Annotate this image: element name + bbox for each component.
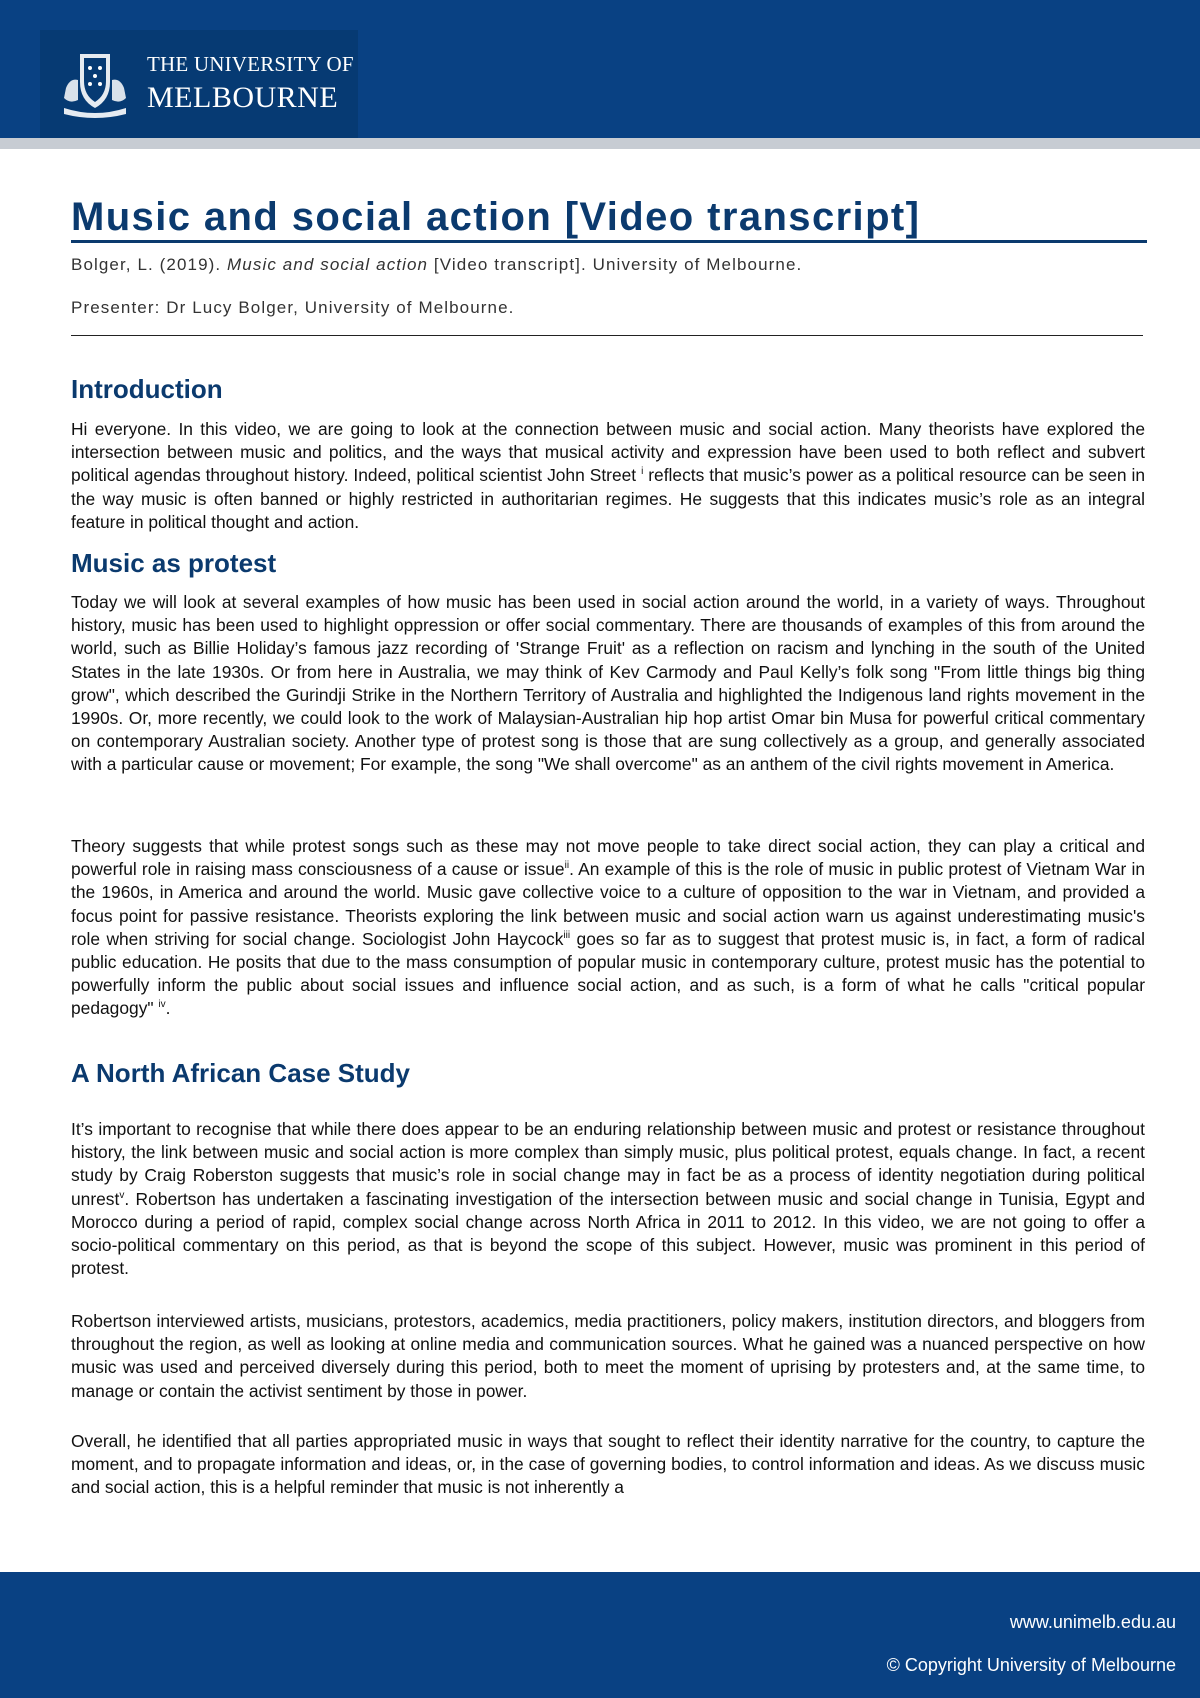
divider xyxy=(71,335,1143,336)
paragraph-text: Hi everyone. In this video, we are going to look at the connection between music and social action. Many theorists have explored the intersection between music and politics, and the ways that musical activity and expression have been used to both reflect and subvert political agendas throughout history. Indeed, political scientist John Street xyxy=(71,419,1145,486)
document-title: Music and social action [Video transcript] xyxy=(71,194,1147,243)
footer-band xyxy=(0,1572,1200,1698)
section-heading-introduction: Introduction xyxy=(71,374,223,404)
footnote-ref-ii[interactable]: ii xyxy=(564,860,570,872)
paragraph-introduction xyxy=(71,418,1145,534)
footnote-ref-iv[interactable]: iv xyxy=(158,999,166,1011)
section-heading-protest: Music as protest xyxy=(71,548,277,578)
paragraph-case-study-1 xyxy=(71,1118,1145,1280)
footnote-ref-i[interactable]: i xyxy=(641,466,644,478)
header-band xyxy=(0,0,1200,149)
paragraph-case-study-2: Robertson interviewed artists, musicians, protestors, academics, media practitioners, policy makers, institution directors, and bloggers from throughout the region, as well as looking at online media and communication sources. What he gained was a nuanced perspective on how music was used and perceived diversely during this period, both to meet the moment of uprising by protesters and, at the same time, to manage or contain the activist sentiment by those in power. xyxy=(71,1311,1145,1401)
logo-wordmark xyxy=(147,54,354,113)
footnote-ref-v[interactable]: v xyxy=(119,1189,125,1201)
section-heading-case-study: A North African Case Study xyxy=(71,1058,411,1088)
paragraph-text: reflects that music’s power as a political resource can be seen in the way music is often banned or highly restricted in authoritarian regimes. He suggests that this indicates music’s role as an integral feature in political thought and action. xyxy=(71,465,1145,532)
paragraph-text: . An example of this is the role of music in public protest of Vietnam War in the 1960s, in America and around the world. Music gave collective voice to a culture of opposition to the war in Vietnam, and provided a focus point for passive resistance. Theorists exploring the link between music and social action warn us against underestimating music's role when striving for social change. Sociologist John Haycock xyxy=(71,859,1145,949)
university-logo[interactable] xyxy=(40,30,358,138)
citation-title: Music and social action xyxy=(227,255,429,274)
logo-line-2: MELBOURNE xyxy=(147,81,339,114)
paragraph-text: Theory suggests that while protest songs such as these may not move people to take direct social action, they can play a critical and powerful role in raising mass consciousness of a cause or issue xyxy=(71,836,1145,880)
citation-suffix: [Video transcript]. University of Melbourne. xyxy=(428,255,803,274)
logo-line-1: THE UNIVERSITY OF xyxy=(147,52,354,76)
paragraph-text: . Robertson has undertaken a fascinating investigation of the intersection between music and social change in Tunisia, Egypt and Morocco during a period of rapid, complex social change across North Africa in 2011 to 2012. In this video, we are not going to offer a socio-political commentary on this period, as that is beyond the scope of this subject. However, music was prominent in this period of protest. xyxy=(71,1188,1145,1279)
footer-website-link[interactable]: www.unimelb.edu.au xyxy=(1009,1612,1176,1632)
citation-prefix: Bolger, L. (2019). xyxy=(71,255,228,274)
paragraph-text: goes so far as to suggest that protest music is, in fact, a form of radical public education. He posits that due to the mass consumption of popular music in contemporary culture, protest music has the potential to powerfully inform the public about social issues and influence social action, and as such, is a form of what he calls "critical popular pedagogy" xyxy=(71,928,1145,1019)
paragraph-text: . xyxy=(165,998,171,1019)
footnote-ref-iii[interactable]: iii xyxy=(563,930,571,942)
paragraph-case-study-3: Overall, he identified that all parties appropriated music in ways that sought to reflect their identity narrative for the country, to capture the moment, and to propagate information and ideas, or, in the case of governing bodies, to control information and ideas. As we discuss music and social action, this is a helpful reminder that music is not inherently a xyxy=(71,1431,1145,1498)
paragraph-text: It’s important to recognise that while there does appear to be an enduring relationship between music and protest or resistance throughout history, the link between music and social action is more complex than simply music, plus political protest, equals change. In fact, a recent study by Craig Roberston suggests that music’s role in social change may in fact be as a process of identity negotiation during political unrest xyxy=(71,1119,1145,1209)
paragraph-protest-1: Today we will look at several examples of how music has been used in social action around the world, in a variety of ways. Throughout history, music has been used to highlight oppression or offer social commentary. There are thousands of examples of this from around the world, such as Billie Holiday’s famous jazz recording of 'Strange Fruit' as a reflection on racism and lynching in the south of the United States in the late 1930s. Or from here in Australia, we may think of Kev Carmody and Paul Kelly’s folk song "From little things big thing grow", which described the Gurindji Strike in the Northern Territory of Australia and highlighted the Indigenous land rights movement in the 1990s. Or, more recently, we could look to the work of Malaysian-Australian hip hop artist Omar bin Musa for powerful critical commentary on contemporary Australian society. Another type of protest song is those that are sung collectively as a group, and generally associated with a particular cause or movement; For example, the song "We shall overcome" as an anthem of the civil rights movement in America. xyxy=(71,592,1145,775)
footer-copyright: © Copyright University of Melbourne xyxy=(886,1655,1176,1675)
presenter-line: Presenter: Dr Lucy Bolger, University of Melbourne. xyxy=(71,298,515,317)
paragraph-protest-2 xyxy=(71,835,1145,1021)
crest-icon xyxy=(56,48,134,120)
citation xyxy=(71,255,802,275)
